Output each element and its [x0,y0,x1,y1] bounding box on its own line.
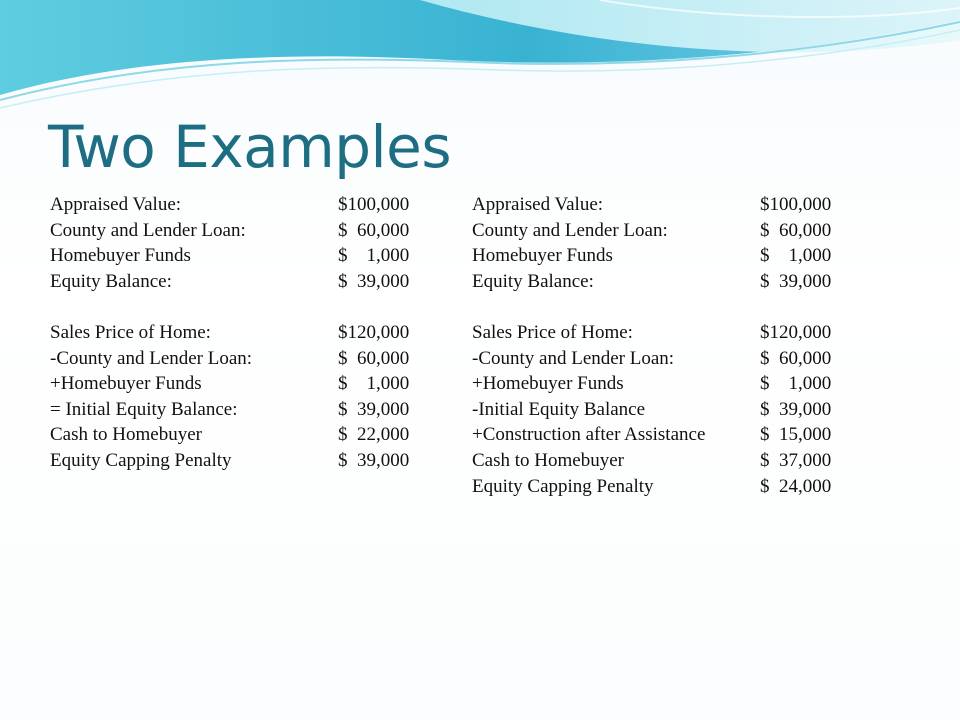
table-row [50,320,409,346]
row-value: $ 22,000 [338,424,410,446]
row-label: +Construction after Assistance [472,424,706,446]
row-label: Sales Price of Home: [472,321,633,343]
row-label: Equity Capping Penalty [50,449,232,471]
table-row [50,422,409,448]
row-value: $ 60,000 [760,347,832,369]
row-value: $ 39,000 [760,270,832,292]
row-value: $100,000 [338,194,410,215]
row-label: Equity Balance: [50,270,172,292]
row-label: County and Lender Loan: [472,219,668,241]
row-value: $ 1,000 [338,245,410,267]
table-row [472,474,831,500]
row-label: Homebuyer Funds [472,245,613,267]
row-value: $ 60,000 [338,219,410,241]
table-row [50,269,409,295]
row-label: -County and Lender Loan: [472,347,675,369]
table-row [50,346,409,372]
example-right [472,192,831,499]
row-spacer [472,294,831,320]
row-label: Appraised Value: [472,194,604,215]
table-row [472,397,831,423]
row-label: -Initial Equity Balance [472,398,646,420]
row-label: = Initial Equity Balance: [50,398,238,420]
header-wave-decoration [0,0,960,120]
table-row [472,243,831,269]
row-value: $ 24,000 [760,475,832,497]
row-label: Cash to Homebuyer [472,449,624,471]
table-row [50,192,409,218]
row-label: -County and Lender Loan: [50,347,253,369]
table-row [472,371,831,397]
row-value: $ 1,000 [760,373,832,395]
row-value: $ 60,000 [338,347,410,369]
row-value: $ 60,000 [760,219,832,241]
table-row [472,448,831,474]
row-value: $120,000 [338,321,410,343]
table-row [472,192,831,218]
row-label: Sales Price of Home: [50,321,211,343]
row-label: +Homebuyer Funds [50,373,202,395]
table-row [50,448,409,474]
slide-title: Two Examples [48,113,452,181]
row-label: Equity Capping Penalty [472,475,654,497]
row-value: $ 39,000 [338,270,410,292]
row-value: $ 39,000 [338,449,410,471]
row-value: $ 39,000 [338,398,410,420]
row-label: Equity Balance: [472,270,594,292]
row-value: $ 39,000 [760,398,832,420]
table-row [50,371,409,397]
table-row [472,422,831,448]
table-row [50,243,409,269]
table-row [472,269,831,295]
row-value: $120,000 [760,321,832,343]
row-value: $ 1,000 [338,373,410,395]
table-row [472,346,831,372]
table-row [50,397,409,423]
row-value: $ 1,000 [760,245,832,267]
row-spacer [50,294,409,320]
example-left [50,192,409,474]
row-label: Cash to Homebuyer [50,424,202,446]
row-label: County and Lender Loan: [50,219,246,241]
row-value: $ 15,000 [760,424,832,446]
row-label: +Homebuyer Funds [472,373,624,395]
row-value: $100,000 [760,194,832,215]
table-row [472,218,831,244]
table-row [472,320,831,346]
table-row [50,218,409,244]
row-label: Appraised Value: [50,194,182,215]
row-label: Homebuyer Funds [50,245,191,267]
row-value: $ 37,000 [760,449,832,471]
